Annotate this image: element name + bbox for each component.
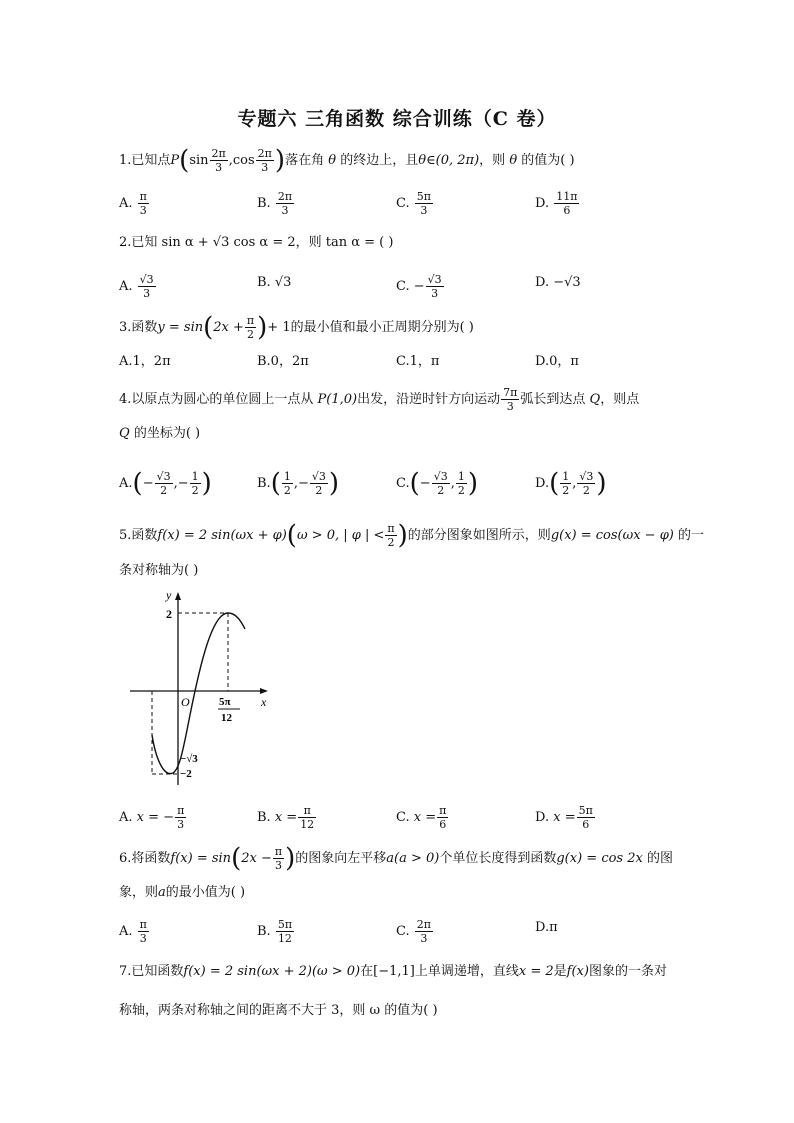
- question-4: 4.以原点为圆心的单位圆上一点从 P(1,0)出发，沿逆时针方向运动 $\frac{7\pi}{3}$ 弧长到达点 Q，则点: [119, 386, 640, 413]
- sine-curve: [152, 613, 245, 774]
- q6-option-d[interactable]: D.π: [535, 920, 558, 935]
- question-2: 2.已知 sin α + √3 cos α = 2，则 tan α = ( ): [119, 235, 394, 250]
- q1-option-d[interactable]: D. $\frac{11\pi}{6}$: [535, 190, 578, 217]
- q5-graph: [128, 585, 278, 790]
- q2-option-b[interactable]: B. √3: [257, 275, 292, 290]
- q5-option-b[interactable]: B. x = $\frac{\pi}{12}$: [257, 804, 315, 831]
- y-max-label: 2: [166, 607, 172, 621]
- question-6: 6.将函数f(x) = sin(2x − $\frac{\pi}{3}$ )的图象向左平移a(a > 0)个单位长度得到函数g(x) = cos 2x 的图: [119, 843, 673, 874]
- q2-option-d[interactable]: D. −√3: [535, 275, 581, 290]
- y-axis-label: y: [166, 588, 172, 602]
- q3-option-a[interactable]: A.1，2π: [119, 354, 171, 369]
- y-min-label: −2: [180, 768, 192, 780]
- q5-option-c[interactable]: C. x = $\frac{\pi}{6}$: [396, 804, 447, 831]
- x-peak-numerator: 5π: [219, 696, 231, 708]
- x-peak-denominator: 12: [221, 712, 232, 724]
- question-3: 3.函数y = sin(2x + $\frac{\pi}{2}$ )+ 1的最小值和最小正周期分别为( ): [119, 312, 474, 343]
- y-neg-sqrt3-label: −√3: [180, 753, 198, 765]
- q6-option-a[interactable]: A. $\frac{\pi}{3}$: [119, 918, 147, 945]
- q2-option-a[interactable]: A. $\frac{√3}{3}$: [119, 273, 154, 300]
- y-axis-arrow: [175, 592, 181, 600]
- q1-option-a[interactable]: A. $\frac{\pi}{3}$: [119, 190, 147, 217]
- x-axis-arrow: [260, 688, 268, 694]
- question-5-line-2: 条对称轴为( ): [119, 563, 199, 578]
- q5-option-d[interactable]: D. x = $\frac{5\pi}{6}$: [535, 804, 593, 831]
- q4-option-c[interactable]: C.(− $\frac{√3}{2}$ , $\frac{1}{2}$ ): [396, 468, 478, 499]
- question-7-line-2: 称轴，两条对称轴之间的距离不大于 3，则 ω 的值为( ): [119, 1003, 438, 1018]
- q4-option-d[interactable]: D.( $\frac{1}{2}$ , $\frac{√3}{2}$ ): [535, 468, 607, 499]
- q5-option-a[interactable]: A. x = − $\frac{\pi}{3}$: [119, 804, 185, 831]
- page-title: 专题六 三角函数 综合训练（C 卷）: [237, 108, 557, 130]
- q6-option-c[interactable]: C. $\frac{2\pi}{3}$: [396, 918, 431, 945]
- origin-label: O: [181, 695, 190, 709]
- q1-option-b[interactable]: B. $\frac{2\pi}{3}$: [257, 190, 293, 217]
- q1-option-c[interactable]: C. $\frac{5\pi}{3}$: [396, 190, 431, 217]
- q3-option-d[interactable]: D.0，π: [535, 354, 579, 369]
- question-6-line-2: 象，则a的最小值为( ): [119, 885, 246, 900]
- q3-option-b[interactable]: B.0，2π: [257, 354, 309, 369]
- q4-option-b[interactable]: B.( $\frac{1}{2}$ ,− $\frac{√3}{2}$ ): [257, 468, 340, 499]
- question-1: 1.已知点P(sin $\frac{2\pi}{3}$ ,cos $\frac{2\pi}{3}$ )落在角 θ 的终边上，且θ∈(0, 2π)，则 θ 的值为( ): [119, 145, 575, 176]
- question-7: 7.已知函数f(x) = 2 sin(ωx + 2)(ω > 0)在[−1,1]上单调递增，直线x = 2是f(x)图象的一条对: [119, 964, 667, 979]
- q3-option-c[interactable]: C.1，π: [396, 354, 440, 369]
- question-4-line-2: Q 的坐标为( ): [119, 426, 201, 441]
- x-axis-label: x: [261, 695, 267, 709]
- q6-option-b[interactable]: B. $\frac{5\pi}{12}$: [257, 918, 293, 945]
- q4-option-a[interactable]: A.(− $\frac{√3}{2}$ ,− $\frac{1}{2}$ ): [119, 468, 212, 499]
- q2-option-c[interactable]: C. − $\frac{√3}{3}$: [396, 273, 442, 300]
- question-5: 5.函数f(x) = 2 sin(ωx + φ)(ω > 0, | φ | < $\frac{\pi}{2}$ )的部分图象如图所示，则g(x) = cos(ωx − φ) 的一: [119, 520, 705, 551]
